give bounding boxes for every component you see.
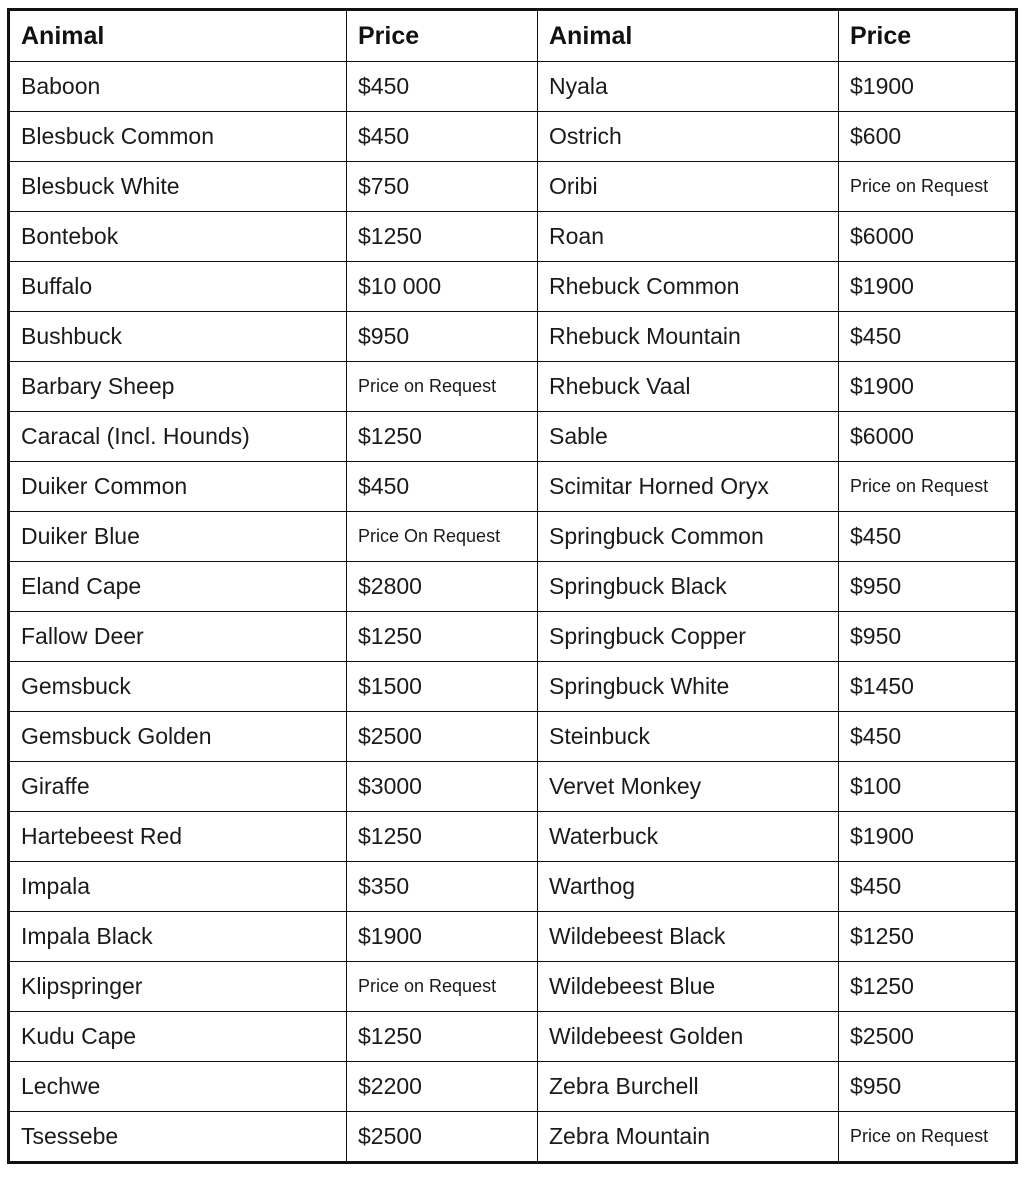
price-cell: $950 (839, 1062, 1017, 1112)
table-row (9, 612, 1017, 662)
animal-cell: Impala Black (9, 912, 347, 962)
table-row (9, 1112, 1017, 1163)
col-header-animal-left: Animal (9, 10, 347, 62)
price-cell: $450 (839, 312, 1017, 362)
animal-cell: Tsessebe (9, 1112, 347, 1163)
price-cell: $1250 (839, 912, 1017, 962)
table-row (9, 662, 1017, 712)
price-cell: $1450 (839, 662, 1017, 712)
price-cell: $1250 (347, 812, 538, 862)
price-cell: $1900 (839, 812, 1017, 862)
animal-price-table (7, 8, 1018, 1164)
table-body (9, 62, 1017, 1163)
animal-cell: Duiker Blue (9, 512, 347, 562)
price-cell: $2500 (347, 712, 538, 762)
price-cell: $2500 (347, 1112, 538, 1163)
table-row (9, 462, 1017, 512)
table-row (9, 812, 1017, 862)
table-row (9, 862, 1017, 912)
animal-cell: Rhebuck Mountain (538, 312, 839, 362)
price-cell: Price on Request (839, 162, 1017, 212)
price-cell: $1250 (347, 212, 538, 262)
price-cell: $1900 (839, 262, 1017, 312)
animal-cell: Springbuck White (538, 662, 839, 712)
table-header (9, 10, 1017, 62)
price-cell: $10 000 (347, 262, 538, 312)
price-cell: $450 (839, 512, 1017, 562)
table-row (9, 562, 1017, 612)
price-cell: $1900 (347, 912, 538, 962)
animal-cell: Zebra Mountain (538, 1112, 839, 1163)
price-cell: $950 (347, 312, 538, 362)
animal-cell: Duiker Common (9, 462, 347, 512)
table-row (9, 362, 1017, 412)
animal-cell: Baboon (9, 62, 347, 112)
animal-cell: Fallow Deer (9, 612, 347, 662)
animal-cell: Blesbuck White (9, 162, 347, 212)
price-cell: $750 (347, 162, 538, 212)
table-row (9, 762, 1017, 812)
table-row (9, 412, 1017, 462)
price-cell: $450 (347, 462, 538, 512)
price-cell: $2200 (347, 1062, 538, 1112)
animal-cell: Nyala (538, 62, 839, 112)
table-row (9, 912, 1017, 962)
col-header-price-right: Price (839, 10, 1017, 62)
animal-cell: Springbuck Copper (538, 612, 839, 662)
price-cell: $350 (347, 862, 538, 912)
animal-cell: Buffalo (9, 262, 347, 312)
animal-cell: Wildebeest Black (538, 912, 839, 962)
table-row (9, 62, 1017, 112)
price-cell: Price on Request (347, 962, 538, 1012)
animal-cell: Steinbuck (538, 712, 839, 762)
animal-cell: Roan (538, 212, 839, 262)
animal-cell: Bontebok (9, 212, 347, 262)
table-row (9, 1012, 1017, 1062)
animal-cell: Zebra Burchell (538, 1062, 839, 1112)
price-cell: $1900 (839, 362, 1017, 412)
animal-cell: Eland Cape (9, 562, 347, 612)
animal-cell: Warthog (538, 862, 839, 912)
animal-cell: Bushbuck (9, 312, 347, 362)
animal-cell: Waterbuck (538, 812, 839, 862)
price-cell: $1250 (839, 962, 1017, 1012)
table-row (9, 112, 1017, 162)
animal-cell: Wildebeest Blue (538, 962, 839, 1012)
animal-cell: Klipspringer (9, 962, 347, 1012)
animal-cell: Kudu Cape (9, 1012, 347, 1062)
animal-cell: Wildebeest Golden (538, 1012, 839, 1062)
animal-cell: Springbuck Black (538, 562, 839, 612)
animal-cell: Ostrich (538, 112, 839, 162)
animal-cell: Gemsbuck (9, 662, 347, 712)
table-row (9, 1062, 1017, 1112)
animal-cell: Vervet Monkey (538, 762, 839, 812)
price-cell: $1250 (347, 412, 538, 462)
price-cell: Price On Request (347, 512, 538, 562)
col-header-price-left: Price (347, 10, 538, 62)
col-header-animal-right: Animal (538, 10, 839, 62)
animal-cell: Giraffe (9, 762, 347, 812)
price-cell: $950 (839, 612, 1017, 662)
table-row (9, 212, 1017, 262)
price-cell: $1250 (347, 1012, 538, 1062)
price-cell: $6000 (839, 212, 1017, 262)
header-row (9, 10, 1017, 62)
price-cell: $1500 (347, 662, 538, 712)
animal-cell: Scimitar Horned Oryx (538, 462, 839, 512)
price-cell: $2800 (347, 562, 538, 612)
table-row (9, 712, 1017, 762)
table-row (9, 312, 1017, 362)
animal-cell: Barbary Sheep (9, 362, 347, 412)
table-row (9, 162, 1017, 212)
table-row (9, 512, 1017, 562)
animal-cell: Sable (538, 412, 839, 462)
price-cell: $450 (839, 712, 1017, 762)
animal-cell: Gemsbuck Golden (9, 712, 347, 762)
animal-cell: Oribi (538, 162, 839, 212)
animal-cell: Hartebeest Red (9, 812, 347, 862)
price-cell: $950 (839, 562, 1017, 612)
price-cell: $1250 (347, 612, 538, 662)
animal-cell: Springbuck Common (538, 512, 839, 562)
price-cell: $100 (839, 762, 1017, 812)
price-cell: Price on Request (839, 1112, 1017, 1163)
price-cell: $6000 (839, 412, 1017, 462)
animal-cell: Lechwe (9, 1062, 347, 1112)
table-row (9, 262, 1017, 312)
price-cell: $450 (347, 62, 538, 112)
table-row (9, 962, 1017, 1012)
price-cell: $450 (839, 862, 1017, 912)
animal-cell: Impala (9, 862, 347, 912)
price-cell: Price on Request (839, 462, 1017, 512)
price-cell: $1900 (839, 62, 1017, 112)
animal-cell: Caracal (Incl. Hounds) (9, 412, 347, 462)
price-cell: $2500 (839, 1012, 1017, 1062)
price-cell: Price on Request (347, 362, 538, 412)
price-cell: $3000 (347, 762, 538, 812)
animal-cell: Blesbuck Common (9, 112, 347, 162)
animal-cell: Rhebuck Vaal (538, 362, 839, 412)
price-cell: $450 (347, 112, 538, 162)
price-cell: $600 (839, 112, 1017, 162)
animal-cell: Rhebuck Common (538, 262, 839, 312)
